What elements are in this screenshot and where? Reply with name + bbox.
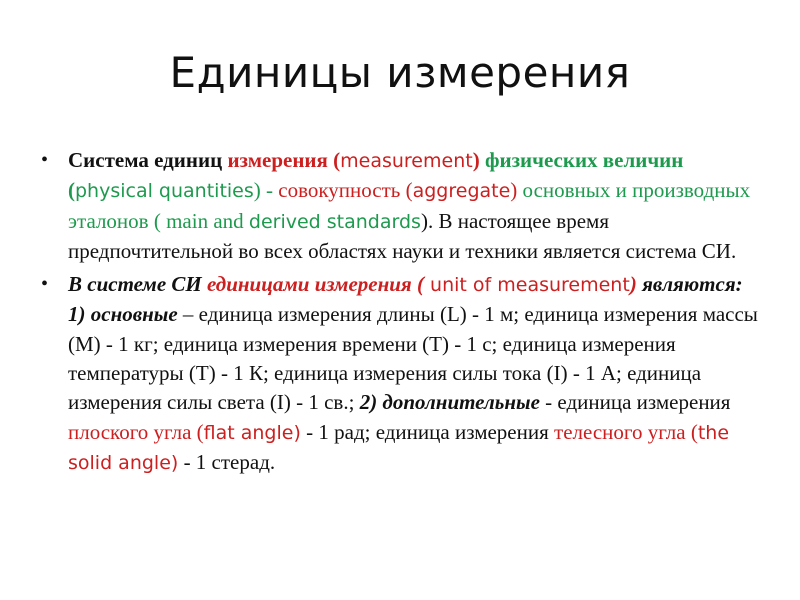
text-run-red: плоского угла ( [68,419,204,444]
text-run-red-english: aggregate [412,180,511,203]
text-run-red-english: the solid angle) [68,421,730,474]
bullet-item-si-units [38,270,760,478]
text-run-red: измерения ( [227,148,341,172]
text-run: - 1 рад; единица измерения [300,419,555,444]
text-run-green: физических величин ( [68,148,684,203]
text-run-red-english: measurement [340,150,473,172]
text-run: Система единиц [68,148,228,172]
text-run-bold-italic: 2) дополнительные [359,390,540,415]
text-run: - единица измерения [539,390,731,415]
bullet-list [38,146,760,482]
text-run: - 1 стерад. [178,449,276,474]
text-run-green: ) - [253,178,279,203]
text-run: – единица измерения длины (L) - 1 м; единица измерения массы (M) - 1 кг; единица измерения времени (T) - 1 с; единица измерения температуры (T) - 1 К; единица измерения силы тока (I) - 1 А; единица измерения силы света (I) - 1 св.; [68,302,758,415]
text-run-red-english: unit of measurement [424,274,630,297]
text-run-green-english: derived standards [248,210,421,233]
text-run-red: единицами измерения ( [206,272,424,297]
text-run-red: ) [472,148,480,172]
text-run-bold-italic: являются: 1) основные [68,272,743,327]
text-run-red: телесного угла ( [554,419,698,444]
text-run: ). В настоящее время предпочтительной во всех областях науки и техники является система СИ. [68,208,737,263]
bullet-item-system-of-units [38,146,760,266]
text-run-bold-italic: В системе СИ [68,272,207,297]
bullet-dot-icon: • [41,149,49,171]
text-run-green-english: physical quantities [75,180,254,203]
text-run-red-english: flat angle) [203,421,301,444]
text-run-red: совокупность ( [278,178,413,203]
text-run-green: основных и производных эталонов ( main and [68,178,751,233]
text-run-red: ) [510,178,518,203]
slide-title: Единицы измерения [169,48,631,97]
text-run-red: ) [629,272,637,297]
bullet-dot-icon: • [41,273,49,296]
